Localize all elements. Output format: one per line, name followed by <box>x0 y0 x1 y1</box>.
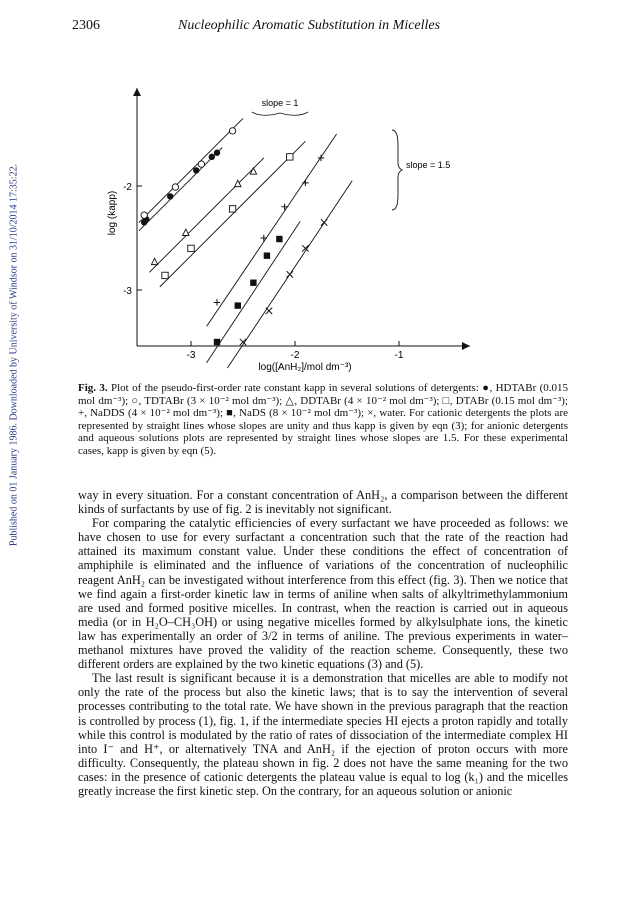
data-point-open-square <box>162 272 168 278</box>
series-line-open-triangle <box>149 158 263 272</box>
y-tick-label: -2 <box>123 182 132 193</box>
data-point-filled-circle <box>193 167 199 173</box>
figure-caption-text: Plot of the pseudo-first-order rate constant kapp in several solutions of detergents: ●, HDTABr (0.015 mol dm⁻³); ○, TDTABr (3 × 10⁻² mol dm⁻³); △, DDTABr (4 × 10⁻² mol dm⁻³); □, DTABr (0.15 mol dm⁻³); +, NaDDS (4 × 10⁻² mol dm⁻³); ■, NaDS (8 × 10⁻² mol dm⁻³); ×, water. For cationic detergents the plots are represented by straight lines whose slopes are unity and thus kapp is given by eqn (3); for anionic detergents and aqueous solutions plots are represented by straight lines whose slopes are 1.5. For these experimental cases, kapp is given by eqn (5). <box>78 382 569 457</box>
data-point-open-square <box>287 154 293 160</box>
data-point-open-square <box>229 206 235 212</box>
body-text <box>78 488 568 798</box>
series-line-open-square <box>160 141 306 287</box>
series-line-open-circle <box>139 118 243 222</box>
figure-caption-label: Fig. 3. <box>78 382 108 394</box>
slope-1-brace <box>252 112 308 115</box>
data-point-filled-circle <box>167 193 173 199</box>
slope-1-5-brace <box>392 130 402 210</box>
x-tick-label: -1 <box>394 350 404 361</box>
data-point-filled-circle <box>214 150 220 156</box>
series-line-filled-circle <box>139 148 222 231</box>
running-title: Nucleophilic Aromatic Substitution in Micelles <box>178 18 441 33</box>
data-point-cross <box>287 271 293 277</box>
x-tick-label: -3 <box>186 350 196 361</box>
x-axis-label: log([AnH₂]/mol dm⁻³) <box>258 362 352 373</box>
download-note: Published on 01 January 1986. Downloaded by University of Windsor on 31/10/2014 17:35:22. <box>8 163 20 547</box>
paragraph-1: way in every situation. For a constant concentration of AnH₂, a comparison between the different kinds of surfactants by use of fig. 2 is inevitably not significant. <box>78 488 568 517</box>
data-point-open-triangle <box>151 258 157 264</box>
data-point-filled-square <box>264 252 270 258</box>
data-point-plus <box>302 180 308 186</box>
data-point-filled-circle <box>209 154 215 160</box>
data-point-cross <box>266 308 272 314</box>
paragraph-3: The last result is significant because it is a demonstration that micelles are able to modify not only the rate of the process but also the kinetic laws; that is to say the intervention of several processes contributing to the total rate. We have shown in the previous paragraph that the reaction is controlled by process (1), fig. 1, if the intermediate species HI ejects a proton rapidly and totally while this control is modulated by the ratio of rates of dissociation of the intermediate complex HI into I⁻ and H⁺, or alternatively TNA and AnH₂ if the ejection of proton occurs with more difficulty. Consequently, the plateau shown in fig. 2 does not have the same meaning for the two cases: in the presence of cationic detergents the plateau value is equal to log (k₁) and the micelles greatly increase the first kinetic step. On the contrary, for an aqueous solution or anionic <box>78 671 568 798</box>
data-point-filled-square <box>214 339 220 345</box>
data-point-open-circle <box>229 128 235 134</box>
y-axis-label: log (kapp) <box>107 190 118 236</box>
figure-caption <box>78 382 568 458</box>
data-point-open-circle <box>172 184 178 190</box>
page-number: 2306 <box>72 18 100 33</box>
y-axis-arrow <box>133 88 141 96</box>
data-point-open-triangle <box>183 229 189 235</box>
data-point-filled-square <box>276 236 282 242</box>
y-tick-label: -3 <box>123 286 132 297</box>
data-point-cross <box>321 219 327 225</box>
data-point-filled-square <box>235 302 241 308</box>
data-point-plus <box>261 235 267 241</box>
series-line-plus <box>207 134 337 326</box>
paragraph-2: For comparing the catalytic efficiencies of every surfactant we have proceeded as follows: we have chosen to use for every surfactant a concentration such that the rate of the reaction had attained its maximum constant value. Under these conditions the effect of concentration of amphiphile is eliminated and the influence of variations of the concentration of nucleophilic reagent AnH₂ can be investigated without interference from this effect (fig. 3). Then we notice that we find again a first-order kinetic law in terms of aniline when salts of alkyltrimethylammonium are used and formed positive micelles. In contrast, when the reaction is carried out in aqueous media (or in H₂O–CH₃OH) or using negative micelles formed by alkylsulphate ions, the kinetic law has experimentally an order of 3/2 in terms of aniline. The previous experiments in water–methanol mixtures have proved the validity of the reaction scheme. Consequently, these two different orders are explained by the two kinetic equations (3) and (5). <box>78 516 568 672</box>
data-point-open-circle <box>141 212 147 218</box>
data-point-plus <box>214 299 220 305</box>
data-point-open-square <box>188 245 194 251</box>
data-point-filled-square <box>250 280 256 286</box>
series-line-filled-square <box>207 221 301 362</box>
data-point-open-circle <box>198 161 204 167</box>
annotation-slope-1-5: slope = 1.5 <box>406 160 451 170</box>
x-tick-label: -2 <box>290 350 300 361</box>
x-axis-arrow <box>462 342 470 350</box>
data-point-plus <box>281 204 287 210</box>
figure-3-plot <box>0 0 625 380</box>
annotation-slope-1: slope = 1 <box>261 98 299 108</box>
